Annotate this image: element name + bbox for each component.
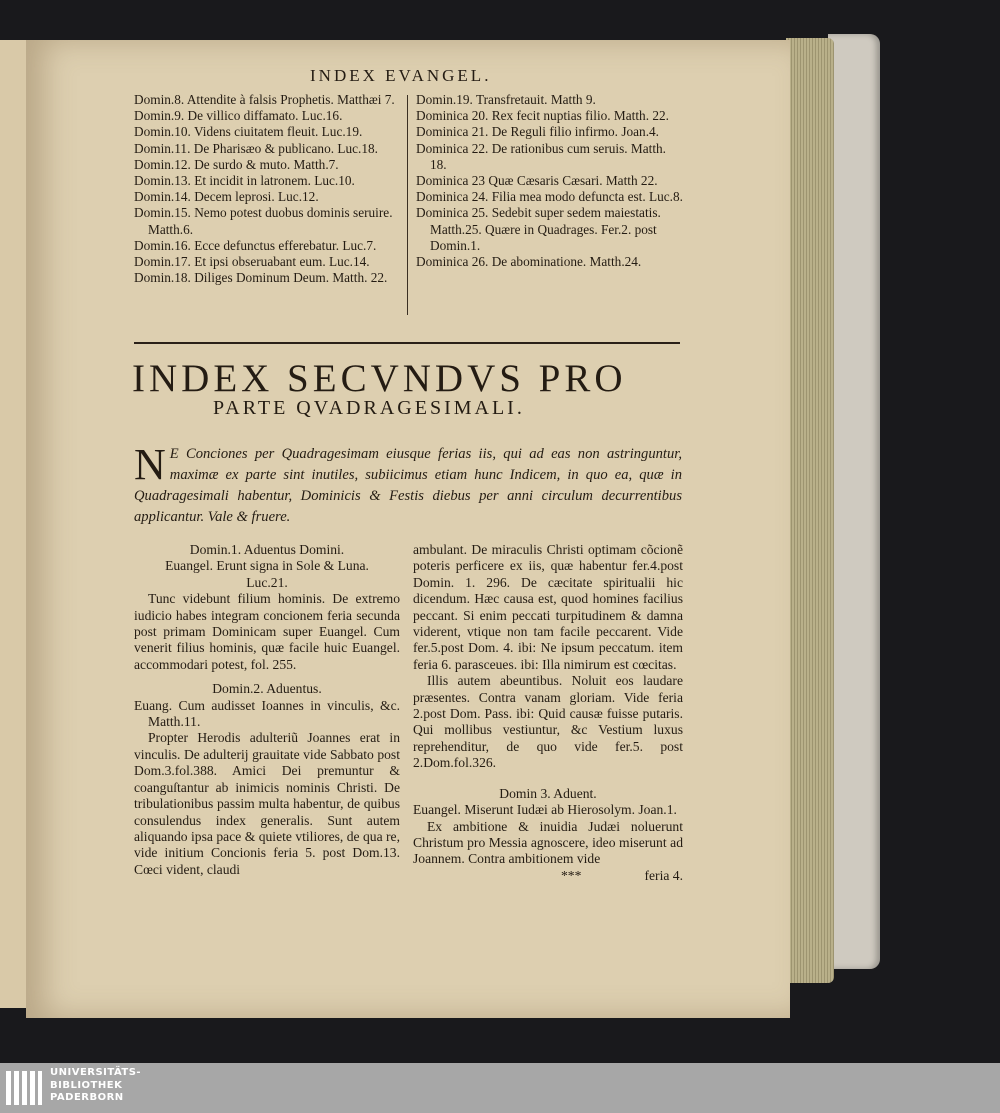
index-entry: Dominica 22. De rationibus cum seruis. Matth. 18. — [416, 140, 667, 172]
index-entry: Dominica 21. De Reguli filio infirmo. Joan.4. — [416, 124, 659, 140]
drop-cap: N — [134, 440, 166, 489]
index-entry: Domin.11. De Pharisæo & publicano. Luc.18. — [134, 140, 378, 156]
index-entry: Dominica 20. Rex fecit nuptias filio. Matth. 22. — [416, 108, 669, 124]
library-name-line: PADERBORN — [50, 1092, 124, 1103]
catchword: feria 4. — [644, 867, 683, 883]
index-entry: Dominica 24. Filia mea modo defuncta est. Luc.8. — [416, 189, 683, 205]
body-paragraph: Propter Herodis adulteriũ Joannes erat in vinculis. De adulterij grauitate vide Sabbato post Dom.3.fol.388. Amici Dei premuntur & coanguſtantur ab inimicis nominis Christi. De tribulationibus passim multa habentur, de quibus consulendus index generalis. Sunt autem aliquando ipsa pace & quiete vtiliores, de qua re, vide initium Concionis feria 5. post Dom.13. Cœci vident, claudi — [134, 730, 400, 877]
library-name — [50, 1067, 141, 1105]
entry-heading: Domin.1. Aduentus Domini. — [189, 542, 345, 557]
index-entry: Domin.12. De surdo & muto. Matth.7. — [134, 156, 339, 172]
signature-mark: *** — [561, 867, 582, 883]
page-stack-edges — [786, 38, 834, 983]
index-entry: Domin.14. Decem leprosi. Luc.12. — [134, 189, 319, 205]
index-entry: Domin.17. Et ipsi obseruabant eum. Luc.14. — [134, 254, 370, 270]
entry-heading: Domin.2. Aduentus. — [212, 681, 322, 697]
body-paragraph: Tunc videbunt filium hominis. De extremo iudicio habes integram concionem feria secunda post primam Dominicam super Euangel. Cum venerit filius hominis, quæ facile huic Euangel. accommodari potest, fol. 255. — [134, 591, 400, 672]
index-entry: Dominica 26. De abominatione. Matth.24. — [416, 254, 642, 270]
body-paragraph: ambulant. De miraculis Christi optimam cõcionẽ poteris perficere ex iis, quæ habentur fer.4.post Domin. 1. 296. De cæcitate spiritualii hic dicendum. Hæc causa est, quod homines facilius peccant. Si enim peccati turpitudinem & damna viderent, vtique non tam facile peccarent. Vide fer.5.post Dom. 4. ibi: Ne ipsum peccatum. item feria 6. parasceues. ibi: Illa nimirum est cœcitas. — [413, 542, 683, 672]
library-footer — [0, 1063, 1000, 1113]
index-entry: Domin.18. Diliges Dominum Deum. Matth. 22. — [134, 270, 388, 286]
index-entry: Domin.10. Videns ciuitatem fleuit. Luc.19. — [134, 124, 363, 140]
index-entry: Domin.13. Et incidit in latronem. Luc.10. — [134, 173, 355, 189]
gospel-reference: Luc.21. — [246, 574, 288, 590]
signature-and-catchword — [413, 868, 683, 884]
column-rule — [407, 95, 408, 315]
section-title: INDEX SECVNDVS PRO — [132, 357, 627, 400]
index-entry: Domin.9. De villico diffamato. Luc.16. — [134, 108, 343, 124]
index-entry: Dominica 25. Sedebit super sedem maiestatis. Matth.25. Quære in Quadrages. Fer.2. post Domin.1. — [416, 205, 661, 253]
index-entry: Domin.8. Attendite à falsis Prophetis. Matthæi 7. — [134, 92, 395, 107]
library-logo-icon — [6, 1071, 42, 1105]
section-rule — [134, 342, 680, 344]
library-name-line: BIBLIOTHEK — [50, 1079, 123, 1091]
book-cover-edge — [828, 34, 880, 969]
entry-heading: Domin 3. Aduent. — [499, 785, 597, 801]
right-index-column — [416, 92, 684, 270]
index-entry: Domin.15. Nemo potest duobus dominis seruire. Matth.6. — [134, 205, 393, 237]
index-entry: Domin.19. Transfretauit. Matth 9. — [416, 92, 596, 107]
section-subtitle: PARTE QVADRAGESIMALI. — [213, 397, 525, 419]
gospel-heading: Euang. Cum audisset Ioannes in vinculis, &c. Matth.11. — [134, 697, 400, 730]
gospel-heading: Euangel. Miserunt Iudæi ab Hierosolym. Joan.1. — [413, 802, 677, 818]
intro-paragraph — [134, 440, 682, 528]
intro-text: E Conciones per Quadragesimam eiusque ferias iis, qui ad eas non astringuntur, maximæ ex parte sint inutiles, subiicimus etiam hunc Indicem, in quo ea, quæ in Quadragesimali habentur, Dominicis & Festis diebus per anni circulum decurrentibus applicantur. Vale & fruere. — [134, 446, 682, 525]
body-paragraph: Ex ambitione & inuidia Judæi noluerunt Christum pro Messia agnoscere, ideo miserunt ad Joannem. Contra ambitionem vide — [413, 818, 683, 867]
library-name-line: UNIVERSITÄTS- — [50, 1067, 142, 1078]
left-index-column — [134, 92, 402, 286]
body-column-right — [413, 542, 683, 884]
gospel-heading: Euangel. Erunt signa in Sole & Luna. — [165, 558, 369, 574]
body-paragraph: Illis autem abeuntibus. Noluit eos laudare præsentes. Contra vanam gloriam. Vide feria 2.post Dom. Pass. ibi: Quid causæ fuisse putaris. Qui mollibus vestiuntur, &c Vestium luxus reprehenditur, de quo vide fer.5. post 2.Dom.fol.326. — [413, 673, 683, 771]
index-entry: Domin.16. Ecce defunctus efferebatur. Luc.7. — [134, 237, 377, 253]
index-entry: Dominica 23 Quæ Cæsaris Cæsari. Matth 22. — [416, 173, 658, 189]
body-column-left — [134, 542, 400, 878]
running-head: INDEX EVANGEL. — [310, 66, 492, 85]
